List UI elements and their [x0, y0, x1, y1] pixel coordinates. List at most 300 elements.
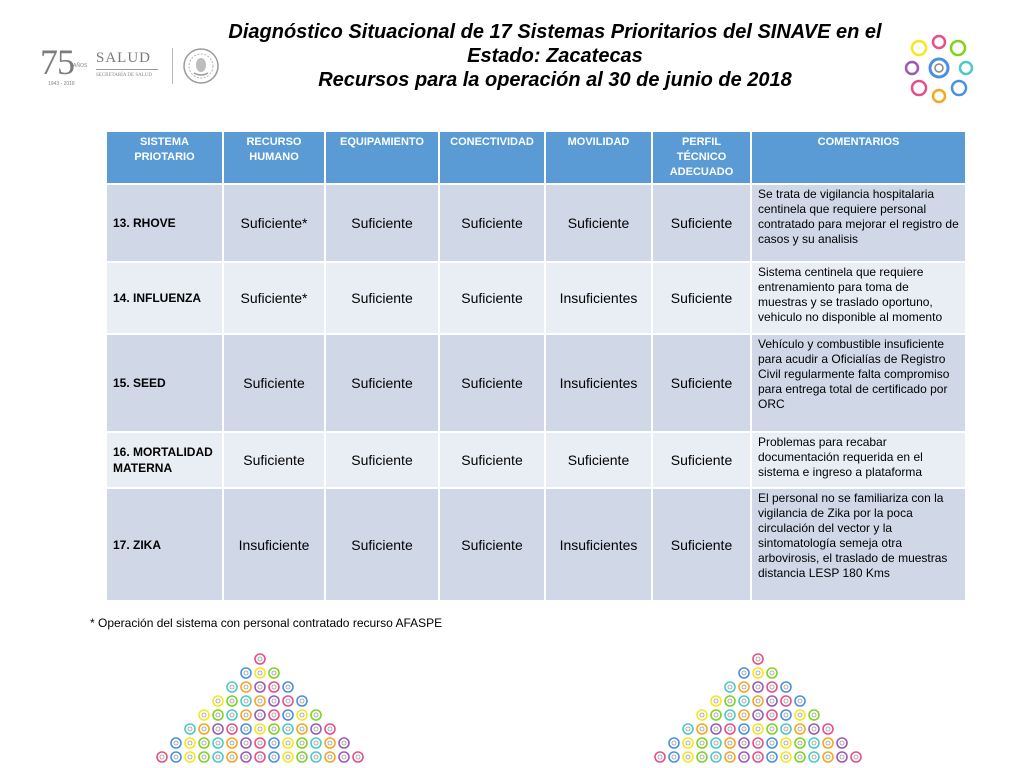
deco-ring-inner	[700, 755, 704, 759]
deco-ring-inner	[244, 685, 248, 689]
circles-logo-icon	[902, 32, 976, 106]
deco-ring-inner	[342, 741, 346, 745]
cell-comentarios: Sistema centinela que requiere entrenamiento para toma de muestras y se traslado oportuno, vehiculo no disponible al momento	[751, 262, 966, 334]
deco-ring-inner	[700, 741, 704, 745]
cell-movilidad: Insuficientes	[545, 262, 652, 334]
deco-ring	[697, 738, 707, 748]
deco-ring	[269, 738, 279, 748]
deco-ring-inner	[770, 755, 774, 759]
deco-ring-inner	[286, 685, 290, 689]
cell-sistema: 15. SEED	[106, 334, 223, 432]
deco-ring-inner	[202, 727, 206, 731]
deco-ring	[213, 724, 223, 734]
decorative-circle-pattern	[30, 645, 490, 768]
deco-ring-inner	[314, 727, 318, 731]
deco-ring-inner	[728, 755, 732, 759]
deco-ring	[781, 724, 791, 734]
cell-recurso-humano: Insuficiente	[223, 488, 325, 601]
deco-ring-inner	[286, 755, 290, 759]
deco-ring	[697, 752, 707, 762]
deco-ring-inner	[272, 713, 276, 717]
deco-ring	[739, 710, 749, 720]
deco-ring	[269, 710, 279, 720]
deco-ring-inner	[216, 741, 220, 745]
deco-ring	[213, 696, 223, 706]
deco-ring-inner	[328, 727, 332, 731]
deco-ring	[311, 738, 321, 748]
deco-ring-inner	[798, 727, 802, 731]
title-line-3: Recursos para la operación al 30 de junio de 2018	[318, 69, 792, 91]
cell-sistema: 13. RHOVE	[106, 184, 223, 262]
deco-ring	[297, 752, 307, 762]
deco-ring	[767, 752, 777, 762]
deco-ring-inner	[770, 713, 774, 717]
deco-ring	[227, 710, 237, 720]
deco-ring-inner	[202, 713, 206, 717]
deco-ring	[683, 738, 693, 748]
deco-ring	[725, 696, 735, 706]
salud-brand: SALUD	[96, 50, 152, 66]
table-row	[106, 432, 966, 488]
deco-ring	[809, 752, 819, 762]
deco-ring	[781, 696, 791, 706]
deco-ring-inner	[272, 685, 276, 689]
deco-ring-inner	[300, 727, 304, 731]
deco-ring-inner	[770, 727, 774, 731]
deco-ring	[255, 752, 265, 762]
cell-sistema: 16. MORTALIDAD MATERNA	[106, 432, 223, 488]
deco-ring	[185, 724, 195, 734]
deco-ring-inner	[672, 741, 676, 745]
deco-ring-inner	[840, 741, 844, 745]
deco-ring	[241, 752, 251, 762]
cell-comentarios: El personal no se familiariza con la vigilancia de Zika por la poca circulación del vector y la sintomatología semeja otra arbovirosis, el traslado de muestras distancia LESP 180 Kms	[751, 488, 966, 601]
title-line-2: Estado: Zacatecas	[467, 45, 643, 67]
deco-ring-inner	[216, 727, 220, 731]
deco-ring	[823, 738, 833, 748]
deco-ring-inner	[328, 755, 332, 759]
deco-ring	[767, 668, 777, 678]
deco-ring	[753, 752, 763, 762]
cell-perfil: Suficiente	[652, 432, 751, 488]
secretaria-subtitle: SECRETARÍA DE SALUD	[96, 73, 152, 78]
cell-conectividad: Suficiente	[439, 262, 545, 334]
deco-ring-inner	[286, 727, 290, 731]
deco-ring	[795, 724, 805, 734]
deco-ring	[725, 752, 735, 762]
table-header-row	[106, 131, 966, 184]
deco-ring	[753, 654, 763, 664]
deco-ring-inner	[244, 741, 248, 745]
deco-ring	[739, 696, 749, 706]
deco-ring-inner	[300, 713, 304, 717]
anniversary-word: AÑOS	[73, 63, 88, 69]
deco-ring	[325, 724, 335, 734]
deco-ring	[655, 752, 665, 762]
cell-equipamiento: Suficiente	[325, 184, 439, 262]
deco-ring-inner	[784, 699, 788, 703]
deco-ring-inner	[742, 685, 746, 689]
deco-ring	[781, 710, 791, 720]
deco-ring-inner	[314, 741, 318, 745]
deco-ring-inner	[258, 727, 262, 731]
header-movilidad: MOVILIDAD	[545, 131, 652, 184]
header-comentarios: COMENTARIOS	[751, 131, 966, 184]
deco-ring-inner	[286, 713, 290, 717]
cell-conectividad: Suficiente	[439, 184, 545, 262]
deco-ring	[753, 682, 763, 692]
deco-ring	[297, 696, 307, 706]
deco-ring	[255, 682, 265, 692]
deco-ring	[767, 710, 777, 720]
deco-ring	[837, 752, 847, 762]
deco-ring-inner	[784, 685, 788, 689]
deco-ring-inner	[216, 699, 220, 703]
cell-recurso-humano: Suficiente*	[223, 184, 325, 262]
deco-ring	[725, 738, 735, 748]
deco-ring	[753, 668, 763, 678]
deco-ring-inner	[840, 755, 844, 759]
decorative-circle-pattern	[528, 645, 988, 768]
page-title	[200, 20, 910, 92]
deco-ring-inner	[202, 755, 206, 759]
deco-ring-inner	[728, 713, 732, 717]
deco-ring-inner	[826, 755, 830, 759]
cell-perfil: Suficiente	[652, 334, 751, 432]
deco-ring	[297, 710, 307, 720]
deco-ring-inner	[784, 755, 788, 759]
deco-ring-inner	[742, 699, 746, 703]
deco-ring-inner	[812, 755, 816, 759]
deco-ring	[753, 696, 763, 706]
deco-ring	[297, 724, 307, 734]
deco-ring-inner	[244, 755, 248, 759]
deco-ring-inner	[826, 727, 830, 731]
deco-ring	[283, 724, 293, 734]
deco-ring	[795, 710, 805, 720]
deco-ring-inner	[314, 713, 318, 717]
table-row	[106, 488, 966, 601]
deco-ring-inner	[756, 727, 760, 731]
deco-ring-inner	[686, 727, 690, 731]
deco-ring-inner	[798, 755, 802, 759]
deco-ring	[227, 724, 237, 734]
cell-conectividad: Suficiente	[439, 488, 545, 601]
deco-ring-inner	[770, 741, 774, 745]
cell-comentarios: Se trata de vigilancia hospitalaria centinela que requiere personal contratado para mejorar el registro de casos y su analisis	[751, 184, 966, 262]
deco-ring-inner	[714, 727, 718, 731]
deco-ring-inner	[356, 755, 360, 759]
deco-ring-inner	[230, 713, 234, 717]
table-row	[106, 334, 966, 432]
deco-ring	[269, 696, 279, 706]
deco-ring	[795, 752, 805, 762]
deco-ring	[269, 724, 279, 734]
deco-ring-inner	[812, 713, 816, 717]
deco-ring-inner	[174, 741, 178, 745]
deco-ring	[199, 752, 209, 762]
deco-ring	[241, 738, 251, 748]
deco-ring	[157, 752, 167, 762]
cell-sistema: 14. INFLUENZA	[106, 262, 223, 334]
deco-ring-inner	[714, 741, 718, 745]
cell-recurso-humano: Suficiente*	[223, 262, 325, 334]
deco-ring-inner	[756, 685, 760, 689]
deco-ring	[325, 738, 335, 748]
cell-conectividad: Suficiente	[439, 334, 545, 432]
deco-ring-inner	[230, 741, 234, 745]
deco-ring	[269, 682, 279, 692]
deco-ring	[185, 752, 195, 762]
deco-ring-inner	[272, 671, 276, 675]
deco-ring-inner	[216, 713, 220, 717]
cell-perfil: Suficiente	[652, 262, 751, 334]
deco-ring	[241, 682, 251, 692]
deco-ring-inner	[314, 755, 318, 759]
deco-ring	[199, 738, 209, 748]
deco-ring-inner	[770, 671, 774, 675]
deco-ring	[753, 738, 763, 748]
deco-ring	[809, 738, 819, 748]
deco-ring	[767, 724, 777, 734]
deco-ring	[297, 738, 307, 748]
deco-ring-inner	[756, 699, 760, 703]
deco-ring	[781, 738, 791, 748]
deco-ring	[739, 668, 749, 678]
deco-ring-inner	[230, 699, 234, 703]
deco-ring	[795, 696, 805, 706]
cell-equipamiento: Suficiente	[325, 432, 439, 488]
deco-ring-inner	[244, 713, 248, 717]
deco-ring	[711, 710, 721, 720]
deco-ring-inner	[714, 755, 718, 759]
deco-ring-inner	[686, 755, 690, 759]
deco-ring-inner	[286, 699, 290, 703]
cell-recurso-humano: Suficiente	[223, 432, 325, 488]
deco-ring	[171, 738, 181, 748]
deco-ring	[241, 710, 251, 720]
header-equipamiento: EQUIPAMIENTO	[325, 131, 439, 184]
deco-ring-inner	[300, 755, 304, 759]
deco-ring-inner	[286, 741, 290, 745]
deco-ring	[809, 724, 819, 734]
deco-ring	[255, 738, 265, 748]
deco-ring-inner	[258, 741, 262, 745]
deco-ring	[283, 696, 293, 706]
deco-ring	[739, 738, 749, 748]
deco-ring-inner	[854, 755, 858, 759]
brand-underline	[96, 69, 158, 70]
deco-ring	[311, 710, 321, 720]
deco-ring-inner	[742, 755, 746, 759]
deco-ring-inner	[756, 755, 760, 759]
deco-ring	[837, 738, 847, 748]
deco-ring-inner	[700, 727, 704, 731]
deco-ring	[311, 752, 321, 762]
deco-ring	[255, 654, 265, 664]
deco-ring-inner	[244, 699, 248, 703]
deco-ring	[255, 724, 265, 734]
deco-ring	[781, 752, 791, 762]
deco-ring	[241, 724, 251, 734]
deco-ring	[283, 738, 293, 748]
cell-movilidad: Insuficientes	[545, 488, 652, 601]
anniversary-number: 75	[40, 42, 74, 82]
deco-ring-inner	[342, 755, 346, 759]
deco-ring-inner	[160, 755, 164, 759]
deco-ring	[739, 682, 749, 692]
deco-ring-inner	[756, 657, 760, 661]
deco-ring-inner	[272, 741, 276, 745]
deco-ring	[683, 724, 693, 734]
deco-ring-inner	[188, 727, 192, 731]
deco-ring	[697, 724, 707, 734]
deco-ring	[753, 710, 763, 720]
deco-ring-inner	[230, 685, 234, 689]
deco-ring	[795, 738, 805, 748]
deco-ring-inner	[672, 755, 676, 759]
deco-ring-inner	[728, 741, 732, 745]
deco-ring	[283, 682, 293, 692]
deco-ring-inner	[244, 727, 248, 731]
anniversary-years: 1943 - 2018	[48, 81, 75, 87]
deco-ring-inner	[272, 755, 276, 759]
deco-ring-inner	[258, 713, 262, 717]
deco-ring	[739, 752, 749, 762]
cell-movilidad: Suficiente	[545, 432, 652, 488]
deco-ring	[353, 752, 363, 762]
deco-ring	[767, 682, 777, 692]
deco-ring	[711, 696, 721, 706]
deco-ring-inner	[230, 727, 234, 731]
deco-ring-inner	[742, 671, 746, 675]
cell-movilidad: Suficiente	[545, 184, 652, 262]
deco-ring	[255, 710, 265, 720]
title-line-1: Diagnóstico Situacional de 17 Sistemas Prioritarios del SINAVE en el	[228, 21, 882, 43]
deco-ring-inner	[756, 713, 760, 717]
deco-ring	[739, 724, 749, 734]
deco-ring-inner	[244, 671, 248, 675]
deco-ring	[255, 696, 265, 706]
deco-ring-inner	[756, 671, 760, 675]
deco-ring	[227, 752, 237, 762]
cell-equipamiento: Suficiente	[325, 488, 439, 601]
deco-ring-inner	[202, 741, 206, 745]
deco-ring	[269, 752, 279, 762]
deco-ring-inner	[258, 755, 262, 759]
deco-ring	[185, 738, 195, 748]
header-perfil: PERFIL TÉCNICO ADECUADO	[652, 131, 751, 184]
cell-movilidad: Insuficientes	[545, 334, 652, 432]
deco-ring	[311, 724, 321, 734]
deco-ring	[753, 724, 763, 734]
deco-ring-inner	[728, 727, 732, 731]
deco-ring	[213, 710, 223, 720]
deco-ring	[339, 738, 349, 748]
deco-ring	[823, 724, 833, 734]
deco-ring-inner	[700, 713, 704, 717]
deco-ring-inner	[658, 755, 662, 759]
deco-ring	[725, 682, 735, 692]
cell-equipamiento: Suficiente	[325, 334, 439, 432]
cell-conectividad: Suficiente	[439, 432, 545, 488]
deco-ring	[711, 738, 721, 748]
deco-ring-inner	[798, 699, 802, 703]
deco-ring	[767, 696, 777, 706]
deco-ring-inner	[272, 699, 276, 703]
deco-ring	[851, 752, 861, 762]
cell-perfil: Suficiente	[652, 184, 751, 262]
deco-ring-inner	[258, 657, 262, 661]
deco-ring-inner	[714, 713, 718, 717]
deco-ring	[227, 738, 237, 748]
deco-ring	[669, 752, 679, 762]
deco-ring-inner	[728, 699, 732, 703]
deco-ring-inner	[770, 699, 774, 703]
deco-ring-inner	[798, 713, 802, 717]
deco-ring-inner	[686, 741, 690, 745]
deco-ring-inner	[742, 741, 746, 745]
deco-ring-inner	[784, 741, 788, 745]
header-sistema: SISTEMA PRIOTARIO	[106, 131, 223, 184]
deco-ring	[711, 752, 721, 762]
deco-ring	[255, 668, 265, 678]
deco-ring	[669, 738, 679, 748]
deco-ring	[339, 752, 349, 762]
deco-ring	[823, 752, 833, 762]
deco-ring-inner	[272, 727, 276, 731]
deco-ring-inner	[770, 685, 774, 689]
deco-ring-inner	[812, 741, 816, 745]
logo-divider	[172, 48, 173, 84]
deco-ring	[213, 738, 223, 748]
deco-ring	[767, 738, 777, 748]
deco-ring-inner	[230, 755, 234, 759]
deco-ring-inner	[258, 685, 262, 689]
deco-ring-inner	[826, 741, 830, 745]
cell-perfil: Suficiente	[652, 488, 751, 601]
deco-ring-inner	[784, 727, 788, 731]
deco-ring-inner	[300, 699, 304, 703]
table-row	[106, 262, 966, 334]
cell-recurso-humano: Suficiente	[223, 334, 325, 432]
deco-ring	[241, 668, 251, 678]
deco-ring-inner	[798, 741, 802, 745]
cell-sistema: 17. ZIKA	[106, 488, 223, 601]
deco-ring	[325, 752, 335, 762]
deco-ring	[725, 710, 735, 720]
table-row	[106, 184, 966, 262]
deco-ring-inner	[756, 741, 760, 745]
deco-ring	[781, 682, 791, 692]
deco-ring-inner	[812, 727, 816, 731]
deco-ring-inner	[714, 699, 718, 703]
cell-comentarios: Vehículo y combustible insuficiente para acudir a Oficialías de Registro Civil regularmente falta compromiso para entrega total de certificado por ORC	[751, 334, 966, 432]
cell-equipamiento: Suficiente	[325, 262, 439, 334]
deco-ring	[199, 724, 209, 734]
deco-ring	[199, 710, 209, 720]
deco-ring-inner	[188, 755, 192, 759]
deco-ring	[809, 710, 819, 720]
deco-ring-inner	[742, 713, 746, 717]
deco-ring	[697, 710, 707, 720]
footnote: * Operación del sistema con personal contratado recurso AFASPE	[90, 616, 443, 630]
deco-ring	[227, 696, 237, 706]
header-conectividad: CONECTIVIDAD	[439, 131, 545, 184]
deco-ring-inner	[188, 741, 192, 745]
deco-ring	[227, 682, 237, 692]
deco-ring	[171, 752, 181, 762]
